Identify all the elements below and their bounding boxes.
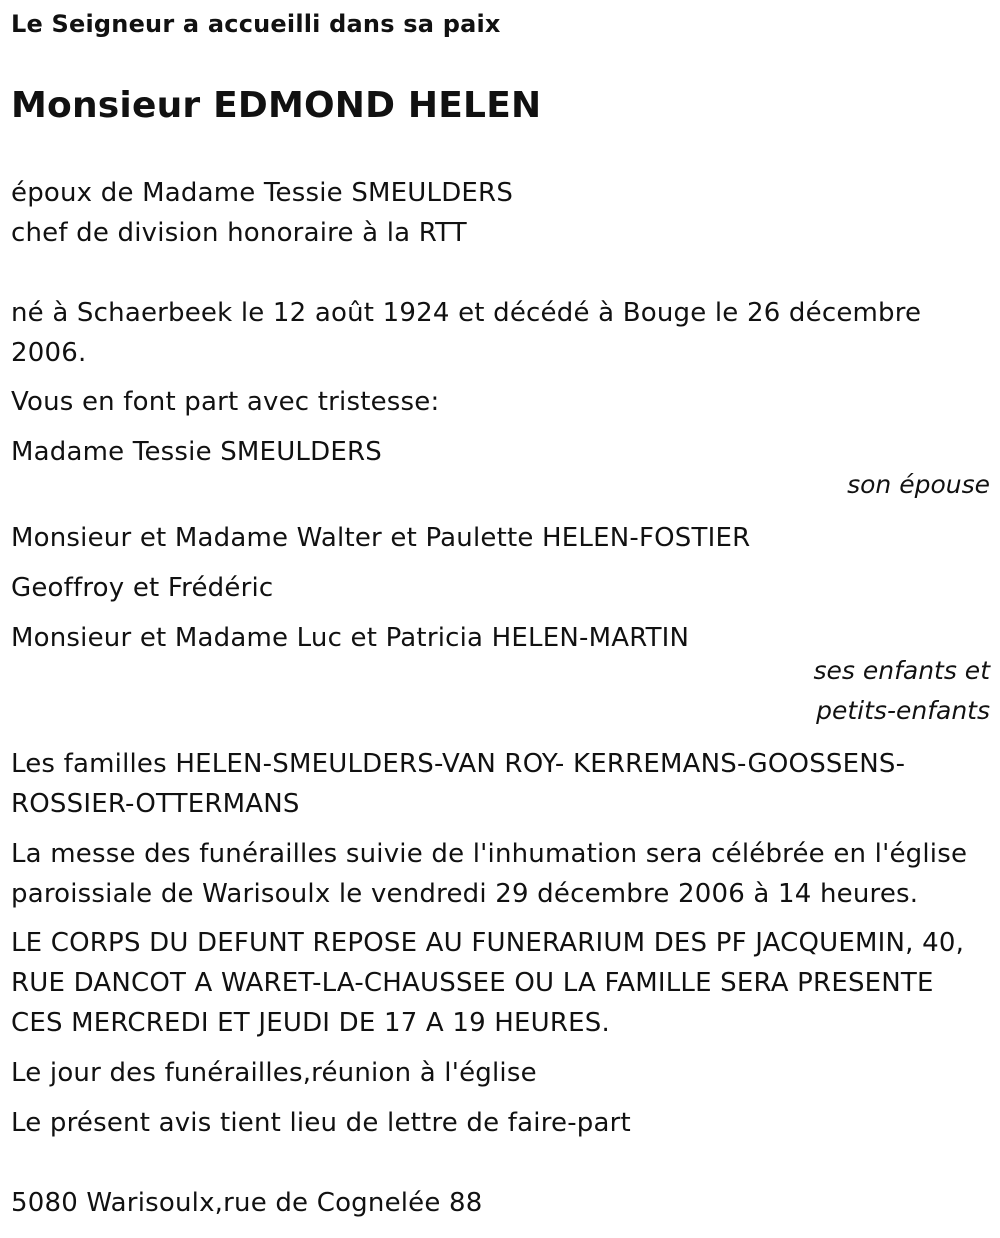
children-role-line-2: petits-enfants xyxy=(816,696,990,725)
intro-text: Le Seigneur a accueilli dans sa paix xyxy=(11,10,501,38)
rest-line-1: LE CORPS DU DEFUNT REPOSE AU FUNERARIUM DES PF JACQUEMIN, 40, xyxy=(11,928,965,958)
birth-death-line-2: 2006. xyxy=(11,338,87,368)
mass-line-2: paroissiale de Warisoulx le vendredi 29 décembre 2006 à 14 heures. xyxy=(11,879,919,909)
deceased-name: Monsieur EDMOND HELEN xyxy=(11,85,542,126)
title-line: chef de division honoraire à la RTT xyxy=(11,218,467,248)
child-1: Monsieur et Madame Walter et Paulette HELEN-FOSTIER xyxy=(11,523,751,553)
mass-line-1: La messe des funérailles suivie de l'inhumation sera célébrée en l'église xyxy=(11,839,968,869)
spouse-name: Madame Tessie SMEULDERS xyxy=(11,437,382,467)
spouse-role: son épouse xyxy=(847,470,990,499)
child-2: Monsieur et Madame Luc et Patricia HELEN-MARTIN xyxy=(11,623,690,653)
rest-line-3: CES MERCREDI ET JEUDI DE 17 A 19 HEURES. xyxy=(11,1008,610,1038)
children-role-line-1: ses enfants et xyxy=(813,656,990,685)
spouse-line: époux de Madame Tessie SMEULDERS xyxy=(11,178,514,208)
rest-line-2: RUE DANCOT A WARET-LA-CHAUSSEE OU LA FAMILLE SERA PRESENTE xyxy=(11,968,934,998)
letter-note: Le présent avis tient lieu de lettre de faire-part xyxy=(11,1108,631,1138)
families-line-1: Les familles HELEN-SMEULDERS-VAN ROY- KERREMANS-GOOSSENS- xyxy=(11,749,906,779)
announcers-intro: Vous en font part avec tristesse: xyxy=(11,387,440,417)
birth-death-line-1: né à Schaerbeek le 12 août 1924 et décédé à Bouge le 26 décembre xyxy=(11,298,922,328)
gathering-note: Le jour des funérailles,réunion à l'église xyxy=(11,1058,537,1088)
address: 5080 Warisoulx,rue de Cognelée 88 xyxy=(11,1188,483,1218)
families-line-2: ROSSIER-OTTERMANS xyxy=(11,789,300,819)
grandchildren: Geoffroy et Frédéric xyxy=(11,573,274,603)
